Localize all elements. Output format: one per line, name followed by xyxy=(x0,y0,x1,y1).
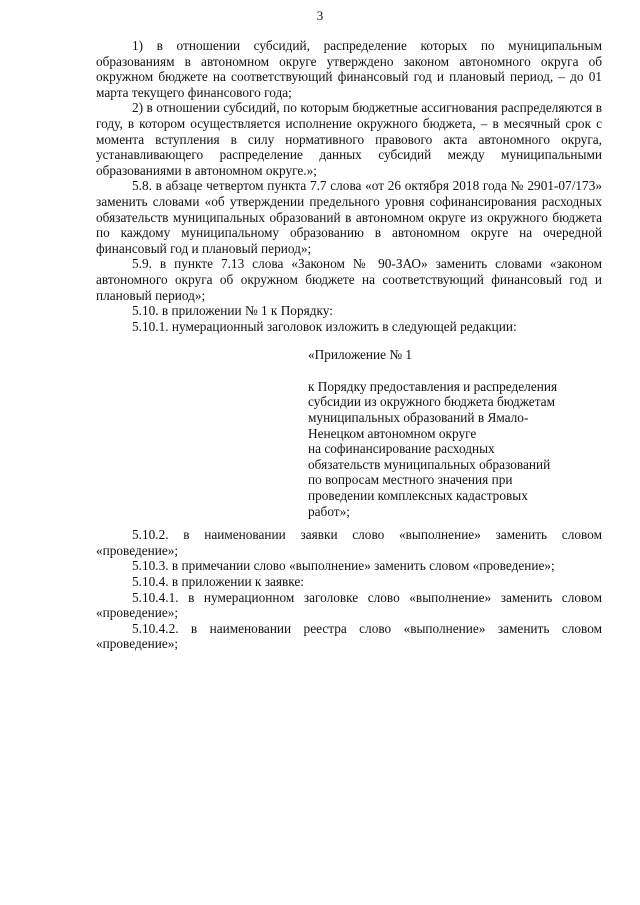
appendix-line: Ненецком автономном округе xyxy=(308,425,477,441)
paragraph-5-10-3: 5.10.3. в примечании слово «выполнение» заменить словом «проведение»; xyxy=(132,558,555,574)
page-number: 3 xyxy=(316,8,324,23)
paragraph-subsidy-deadline-2: 2) в отношении субсидий, по которым бюджетные ассигнования распределяются в году, в котором осуществляется исполнение окружного бюджета, – в месячный срок с момента вступления в силу нормативного правового акта автономного округа, устанавливающего распределение данных субсидий между муниципальными образованиями в автономном округе.»; xyxy=(96,100,602,178)
paragraph-5-10: 5.10. в приложении № 1 к Порядку: xyxy=(132,303,333,319)
document-body xyxy=(96,38,602,652)
paragraph-5-10-2: 5.10.2. в наименовании заявки слово «выполнение» заменить словом «проведение»; xyxy=(96,527,602,558)
paragraph-5-9: 5.9. в пункте 7.13 слова «Законом № 90-ЗАО» заменить словами «законом автономного округа об окружном бюджете на соответствующий финансовый год и плановый период»; xyxy=(96,256,602,303)
appendix-line: по вопросам местного значения при xyxy=(308,472,513,488)
appendix-line: проведении комплексных кадастровых xyxy=(308,488,528,504)
appendix-line: работ»; xyxy=(308,503,350,519)
appendix-line: субсидии из окружного бюджета бюджетам xyxy=(308,394,555,410)
appendix-header-block xyxy=(96,347,602,519)
paragraph-5-10-1: 5.10.1. нумерационный заголовок изложить в следующей редакции: xyxy=(132,318,517,334)
paragraph-5-10-4-1: 5.10.4.1. в нумерационном заголовке слово «выполнение» заменить словом «проведение»; xyxy=(96,589,602,621)
appendix-line: обязательств муниципальных образований xyxy=(308,456,551,472)
appendix-line: к Порядку предоставления и распределения xyxy=(308,378,558,394)
paragraph-subsidy-deadline-1: 1) в отношении субсидий, распределение которых по муниципальным образованиям в автономном округе утверждено законом автономного округа об окружном бюджете на соответствующий финансовый год и плановый период, – до 01 марта текущего финансового года; xyxy=(96,38,602,100)
paragraph-5-10-4: 5.10.4. в приложении к заявке: xyxy=(132,574,304,589)
appendix-title: «Приложение № 1 xyxy=(308,347,412,363)
appendix-line: муниципальных образований в Ямало- xyxy=(308,410,529,426)
paragraph-5-8: 5.8. в абзаце четвертом пункта 7.7 слова «от 26 октября 2018 года № 2901-07/173» заменить словами «об утверждении предельного уровня софинансирования расходных обязательств муниципальных образований в автономном округе из окружного бюджета по каждому муниципальному образованию в автономном округе на очередной финансовый год и плановый период»; xyxy=(96,178,602,256)
appendix-line: на софинансирование расходных xyxy=(308,441,495,457)
paragraph-5-10-4-2: 5.10.4.2. в наименовании реестра слово «выполнение» заменить словом «проведение»; xyxy=(96,620,602,652)
